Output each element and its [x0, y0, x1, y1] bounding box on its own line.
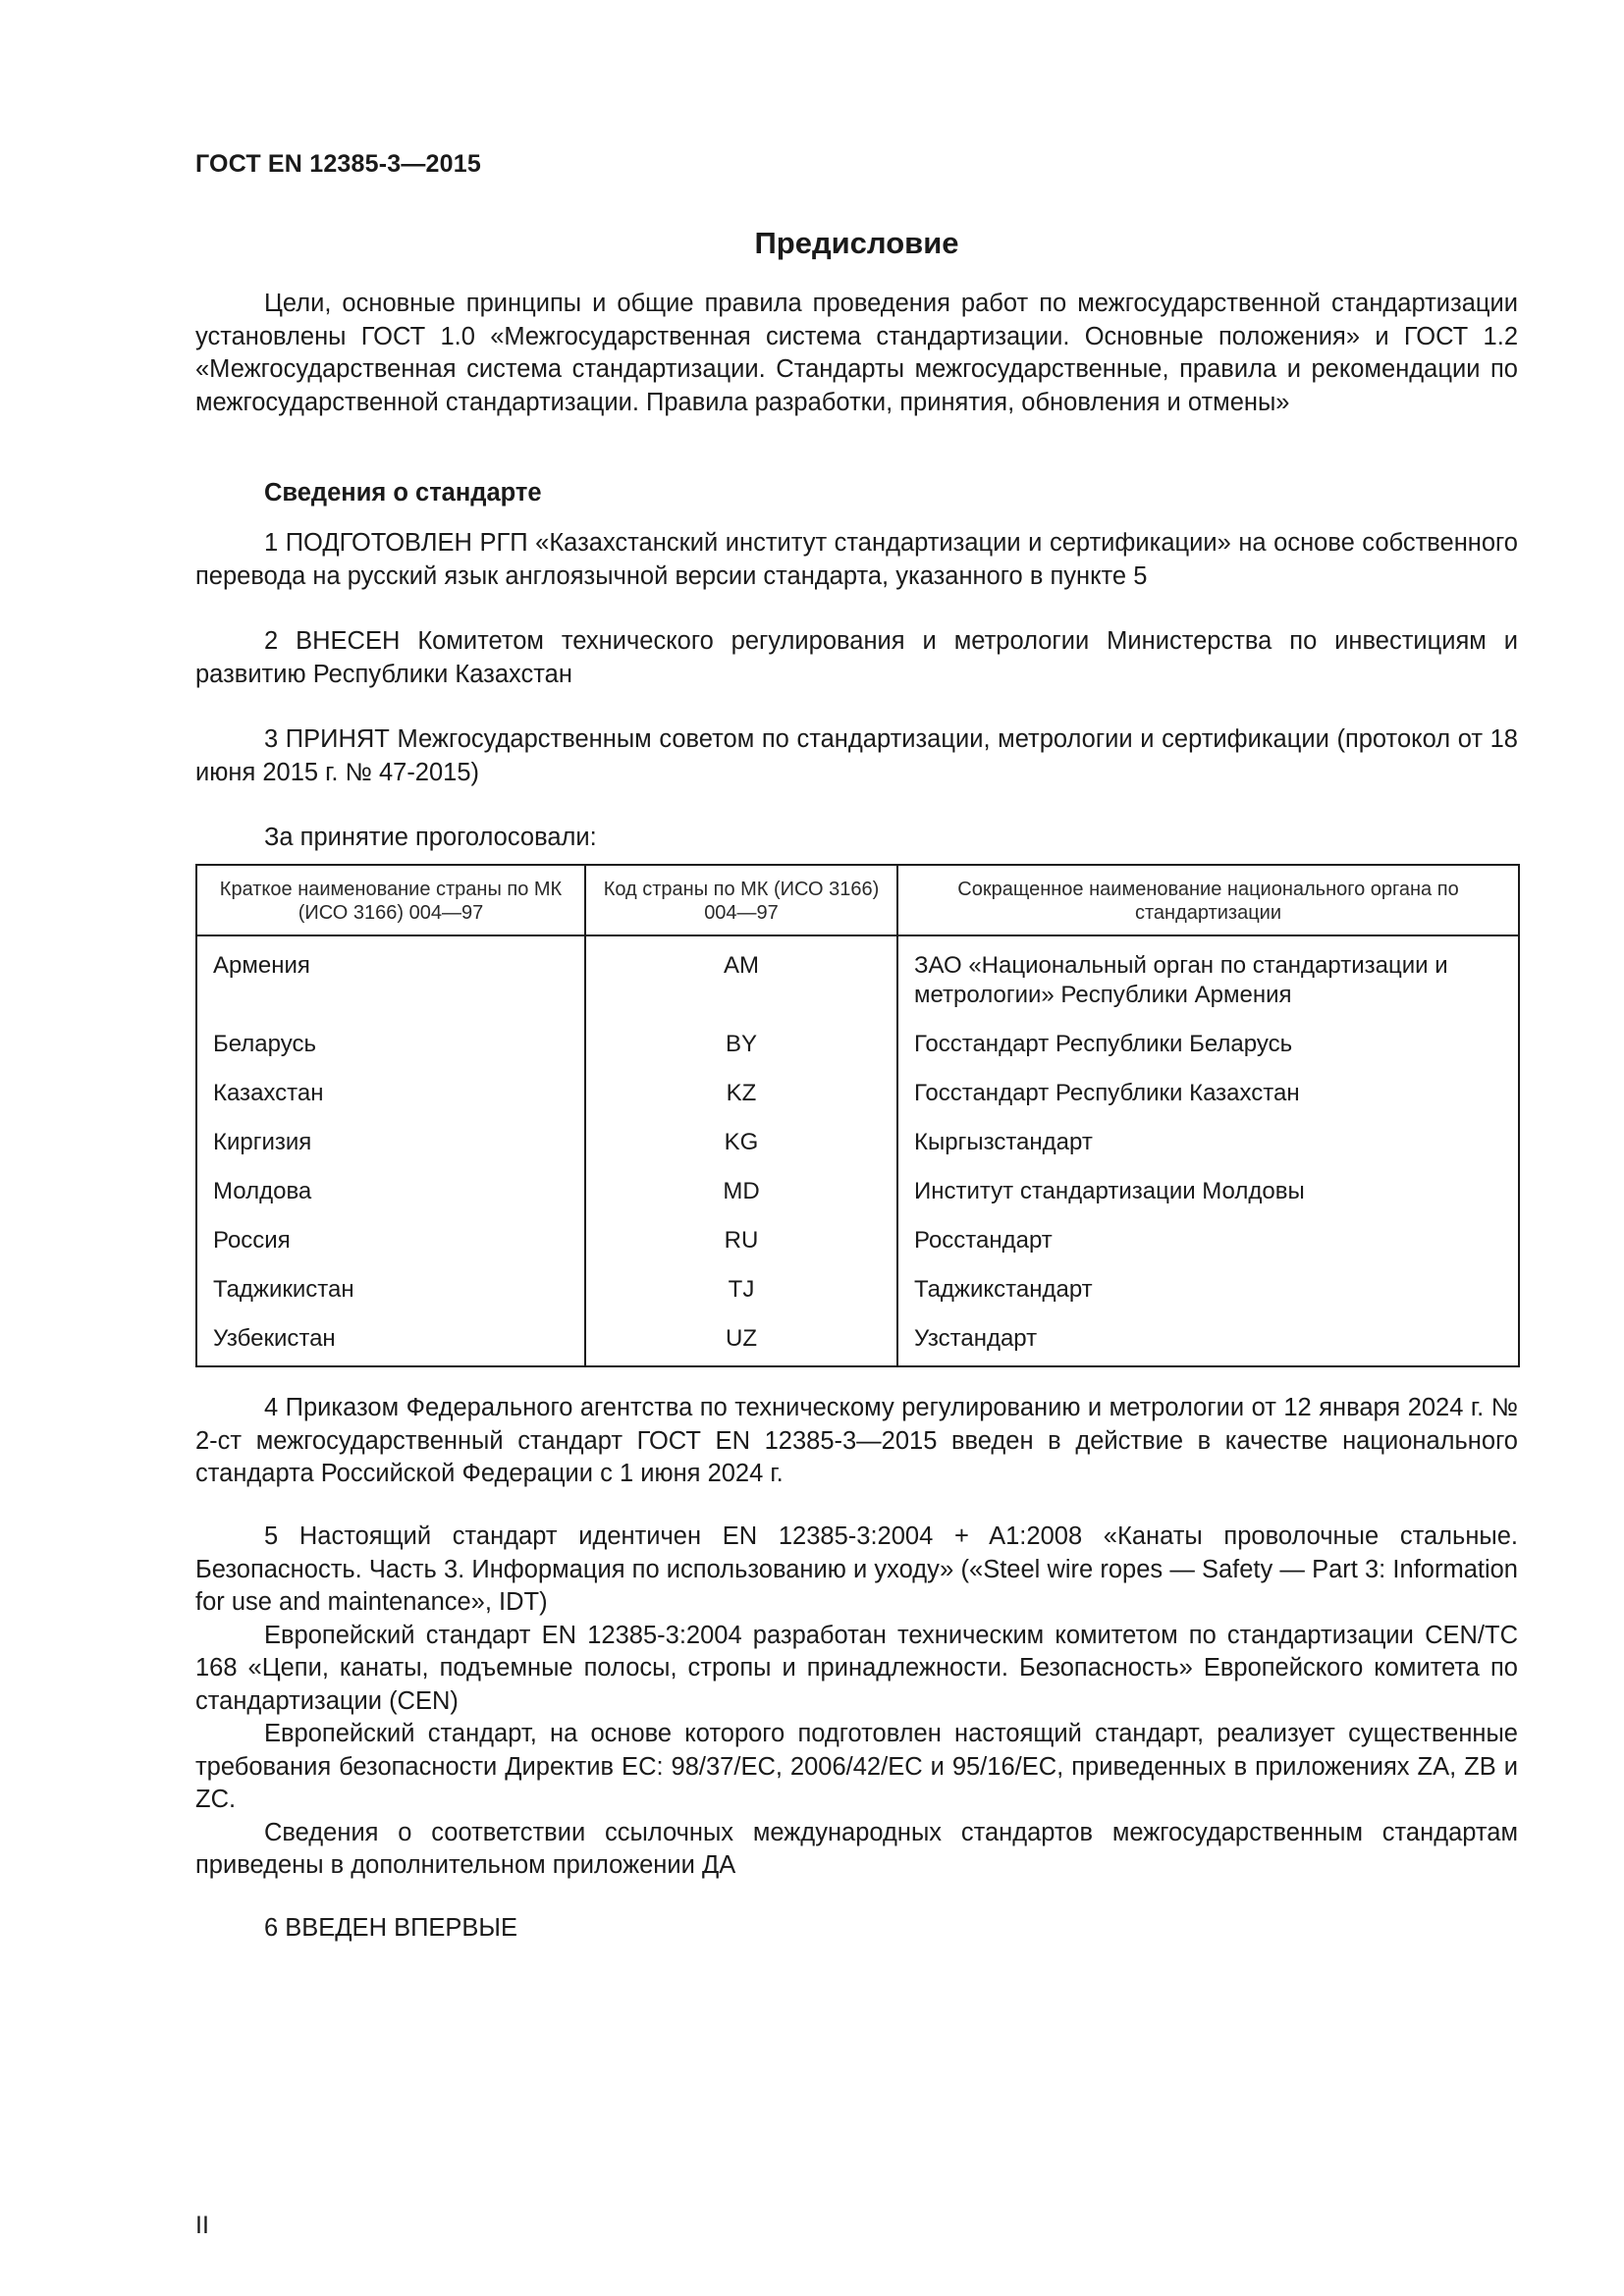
code-cell: KG [585, 1118, 897, 1167]
item-1: 1 ПОДГОТОВЛЕН РГП «Казахстанский институт стандартизации и сертификации» на основе собственного перевода на русский язык англоязычной версии стандарта, указанного в пункте 5 [195, 529, 1518, 590]
country-cell: Киргизия [196, 1118, 585, 1167]
table-row [196, 1020, 1519, 1069]
country-cell: Узбекистан [196, 1314, 585, 1366]
document-header: ГОСТ EN 12385-3—2015 [195, 150, 481, 178]
body-cell: Узстандарт [897, 1314, 1519, 1366]
voting-table [195, 864, 1520, 1367]
code-cell: AM [585, 935, 897, 1020]
body-cell: Таджикстандарт [897, 1265, 1519, 1314]
country-cell: Армения [196, 935, 585, 1020]
body-cell: Институт стандартизации Молдовы [897, 1167, 1519, 1216]
item-6: 6 ВВЕДЕН ВПЕРВЫЕ [264, 1914, 518, 1942]
item-5-block [195, 1521, 1518, 1883]
table-row [196, 1216, 1519, 1265]
table-row [196, 1314, 1519, 1366]
code-cell: TJ [585, 1265, 897, 1314]
table-header-row [196, 865, 1519, 935]
page-title: Предисловие [754, 226, 959, 260]
item-2: 2 ВНЕСЕН Комитетом технического регулирования и метрологии Министерства по инвестициям и развитию Республики Казахстан [195, 627, 1518, 688]
page-number: II [195, 2212, 209, 2239]
table-row [196, 1118, 1519, 1167]
country-cell: Беларусь [196, 1020, 585, 1069]
item-5-directives: Европейский стандарт, на основе которого подготовлен настоящий стандарт, реализует существенные требования безопасности Директив ЕС: 98/37/EC, 2006/42/EC и 95/16/EC, приведенных в приложениях ZA, ZB и ZC. [195, 1720, 1518, 1813]
code-cell: BY [585, 1020, 897, 1069]
table-row [196, 1167, 1519, 1216]
code-cell: MD [585, 1167, 897, 1216]
country-cell: Казахстан [196, 1069, 585, 1118]
body-cell: Госстандарт Республики Беларусь [897, 1020, 1519, 1069]
table-row [196, 1069, 1519, 1118]
body-cell: Росстандарт [897, 1216, 1519, 1265]
item-5-references: Сведения о соответствии ссылочных международных стандартов межгосударственным стандартам приведены в дополнительном приложении ДА [195, 1818, 1518, 1879]
item-3: 3 ПРИНЯТ Межгосударственным советом по стандартизации, метрологии и сертификации (протокол от 18 июня 2015 г. № 47-2015) [195, 725, 1518, 786]
info-heading: Сведения о стандарте [264, 479, 542, 507]
intro-paragraph: Цели, основные принципы и общие правила проведения работ по межгосударственной стандартизации установлены ГОСТ 1.0 «Межгосударственная система стандартизации. Основные положения» и ГОСТ 1.2 «Межгосударственная система стандартизации. Стандарты межгосударственные, правила и рекомендации по межгосударственной стандартизации. Правила разработки, принятия, обновления и отмены» [195, 290, 1518, 416]
item-5: 5 Настоящий стандарт идентичен EN 12385-3:2004 + A1:2008 «Канаты проволочные стальные. Безопасность. Часть 3. Информация по использованию и уходу» («Steel wire ropes — Safety — Part 3: Information for use and maintenance», IDT) [195, 1522, 1518, 1616]
country-cell: Молдова [196, 1167, 585, 1216]
col-header-body: Сокращенное наименование национального органа по стандартизации [897, 865, 1519, 935]
code-cell: UZ [585, 1314, 897, 1366]
body-cell: ЗАО «Национальный орган по стандартизации и метрологии» Республики Армения [897, 935, 1519, 1020]
table-row [196, 1265, 1519, 1314]
col-header-country: Краткое наименование страны по МК (ИСО 3166) 004—97 [196, 865, 585, 935]
country-cell: Россия [196, 1216, 585, 1265]
country-cell: Таджикистан [196, 1265, 585, 1314]
col-header-code: Код страны по МК (ИСО 3166) 004—97 [585, 865, 897, 935]
table-row [196, 935, 1519, 1020]
voted-label: За принятие проголосовали: [264, 824, 597, 851]
item-4: 4 Приказом Федерального агентства по техническому регулированию и метрологии от 12 января 2024 г. № 2-ст межгосударственный стандарт ГОСТ EN 12385-3—2015 введен в действие в качестве национального стандарта Российской Федерации с 1 июня 2024 г. [195, 1394, 1518, 1487]
body-cell: Кыргызстандарт [897, 1118, 1519, 1167]
document-page [195, 0, 1518, 2296]
code-cell: RU [585, 1216, 897, 1265]
body-cell: Госстандарт Республики Казахстан [897, 1069, 1519, 1118]
code-cell: KZ [585, 1069, 897, 1118]
item-5-european-committee: Европейский стандарт EN 12385-3:2004 разработан техническим комитетом по стандартизации CEN/TC 168 «Цепи, канаты, подъемные полосы, стропы и принадлежности. Безопасность» Европейского комитета по стандартизации (CEN) [195, 1621, 1518, 1715]
